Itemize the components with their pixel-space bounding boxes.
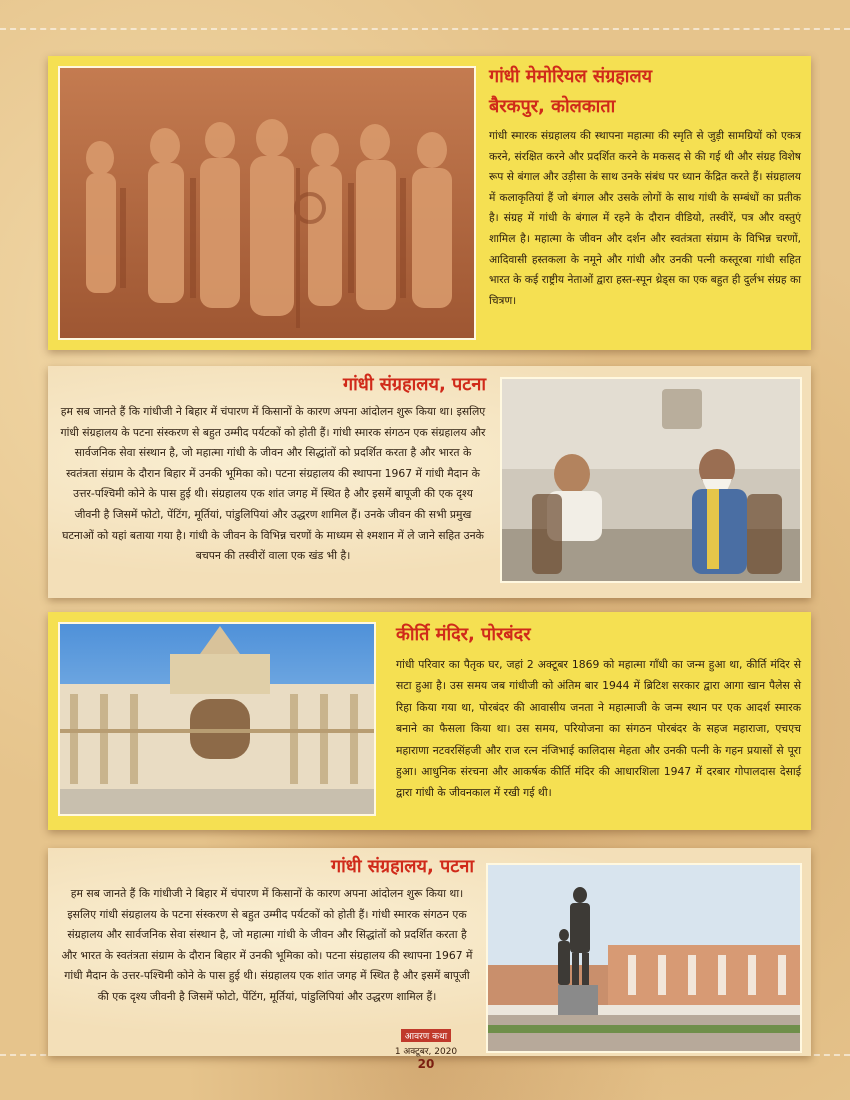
kirti-mandir-image bbox=[60, 624, 376, 816]
section-title-patna-2: गांधी संग्रहालय, पटना bbox=[330, 856, 474, 877]
section-body-patna-1: हम सब जानते हैं कि गांधीजी ने बिहार में चंपारण में किसानों के कारण अपना आंदोलन शुरू किया था। इसलिए गांधी संग्रहालय के पटना संस्करण से बहुत उम्मीद पर्यटकों को होती हैं। गांधी स्मारक संगठन एक संग्रहालय और सार्वजनिक सेवा संस्थान है, जो महात्मा गांधी के जीवन और सिद्धांतों को प्रदर्शित करता है और भारत के स्वतंत्रता संग्राम के दौरान बिहार में उनकी भूमिका को। पटना संग्रहालय की स्थापना 1967 में गांधी मैदान के उत्तर-पश्चिमी कोने के पास हुई थी। संग्रहालय एक शांत जगह में स्थित है और इसमें बापूजी की एक दृश्य जीवनी है जिसमें फोटो, पेंटिंग, मूर्तियां, पांडुलिपियां और उद्धरण शामिल हैं। उनके जीवन की सभी प्रमुख घटनाओं को यहां बताया गया है। गांधी के जीवन के विभिन्न चरणों के माध्यम से श्मशान में ले जाने सहित उनके बचपन की तस्वीरों वाला एक खंड भी है। bbox=[60, 405, 486, 563]
page-number: 20 bbox=[417, 1057, 435, 1071]
photo-kirti-mandir bbox=[58, 622, 376, 816]
torn-edge-top bbox=[0, 28, 850, 44]
section-title-porbandar: कीर्ति मंदिर, पोरबंदर bbox=[396, 624, 531, 645]
magazine-label: आवरण कथा bbox=[401, 1029, 451, 1042]
page-number-badge bbox=[389, 1024, 463, 1082]
issue-date: 1 अक्टूबर, 2020 bbox=[394, 1047, 458, 1057]
gandhi-statue-image bbox=[488, 865, 802, 1053]
section-title-patna-1: गांधी संग्रहालय, पटना bbox=[342, 374, 486, 395]
relief-sculpture-image bbox=[60, 68, 476, 340]
photo-relief-sculpture bbox=[58, 66, 476, 340]
section-subtitle-barrackpore: बैरकपुर, कोलकाता bbox=[489, 96, 616, 117]
wax-figures-image bbox=[502, 379, 802, 583]
photo-gandhi-statue bbox=[486, 863, 802, 1053]
section-title-barrackpore: गांधी मेमोरियल संग्रहालय bbox=[489, 66, 653, 87]
section-body-barrackpore: गांधी स्मारक संग्रहालय की स्थापना महात्मा की स्मृति से जुड़ी सामग्रियों को एकत्र करने, संरक्षित करने और प्रदर्शित करने के मकसद से की गई थी और संग्रह विशेष रूप से बंगाल और उड़ीसा के साथ उनके संबंध पर ध्यान केंद्रित करते हैं। संग्रहालय में कलाकृतियां हैं जो बंगाल और उसके लोगों के साथ गांधी के सम्बंधों का प्रतीक है। संग्रह में गांधी के बंगाल में रहने के दौरान वीडियो, तस्वीरें, पत्र और वस्तुएं शामिल है। महात्मा के जीवन और दर्शन और स्वतंत्रता संग्राम के विभिन्न चरणों, आदिवासी हस्तकला के नमूने और गांधी और उनकी पत्नी कस्तूरबा गांधी सहित भारत के कई राष्ट्रीय नेताओं द्वारा हस्त-स्पून थ्रेड्स का एक बहुत ही दुर्लभ संग्रह का चित्रण। bbox=[489, 129, 801, 307]
section-body-patna-2: हम सब जानते हैं कि गांधीजी ने बिहार में चंपारण में किसानों के कारण अपना आंदोलन शुरू किया था। इसलिए गांधी संग्रहालय के पटना संस्करण से बहुत उम्मीद पर्यटकों को होती हैं। गांधी स्मारक संगठन एक संग्रहालय और सार्वजनिक सेवा संस्थान है, जो महात्मा गांधी के जीवन और सिद्धांतों को प्रदर्शित करता है और भारत के स्वतंत्रता संग्राम के दौरान बिहार में उनकी भूमिका को। पटना संग्रहालय की स्थापना 1967 में गांधी मैदान के उत्तर-पश्चिमी कोने के पास हुई थी। संग्रहालय एक शांत जगह में स्थित है और इसमें बापूजी की एक दृश्य जीवनी है जिसमें फोटो, पेंटिंग, मूर्तियां, पांडुलिपियां और उद्धरण शामिल हैं। bbox=[61, 887, 473, 1003]
section-body-porbandar: गांधी परिवार का पैतृक घर, जहां 2 अक्टूबर 1869 को महात्मा गाँधी का जन्म हुआ था, कीर्ति मंदिर से सटा हुआ है। उस समय जब गांधीजी को अंतिम बार 1944 में ब्रिटिश सरकार द्वारा आगा खान पैलेस से रिहा किया गया था, पोरबंदर की आवासीय जनता ने महात्माजी के जन्म स्थान पर एक आदर्श स्मारक बनाने का फैसला किया था। उस समय, परियोजना का संगठन पोरबंदर के सहज महाराजा, एचएच महाराणा नटवरसिंहजी और राज रत्न नंजिभाई कालिदास मेहता और उनकी पत्नी के गहन प्रयासों से पूरा हुआ। आधुनिक संरचना और आकर्षक कीर्ति मंदिर की आधारशिला 1947 में दरबार गोपालदास देसाई द्वारा गांधी के जीवनकाल में रखी गई थी। bbox=[396, 658, 801, 800]
photo-wax-figures bbox=[500, 377, 802, 583]
